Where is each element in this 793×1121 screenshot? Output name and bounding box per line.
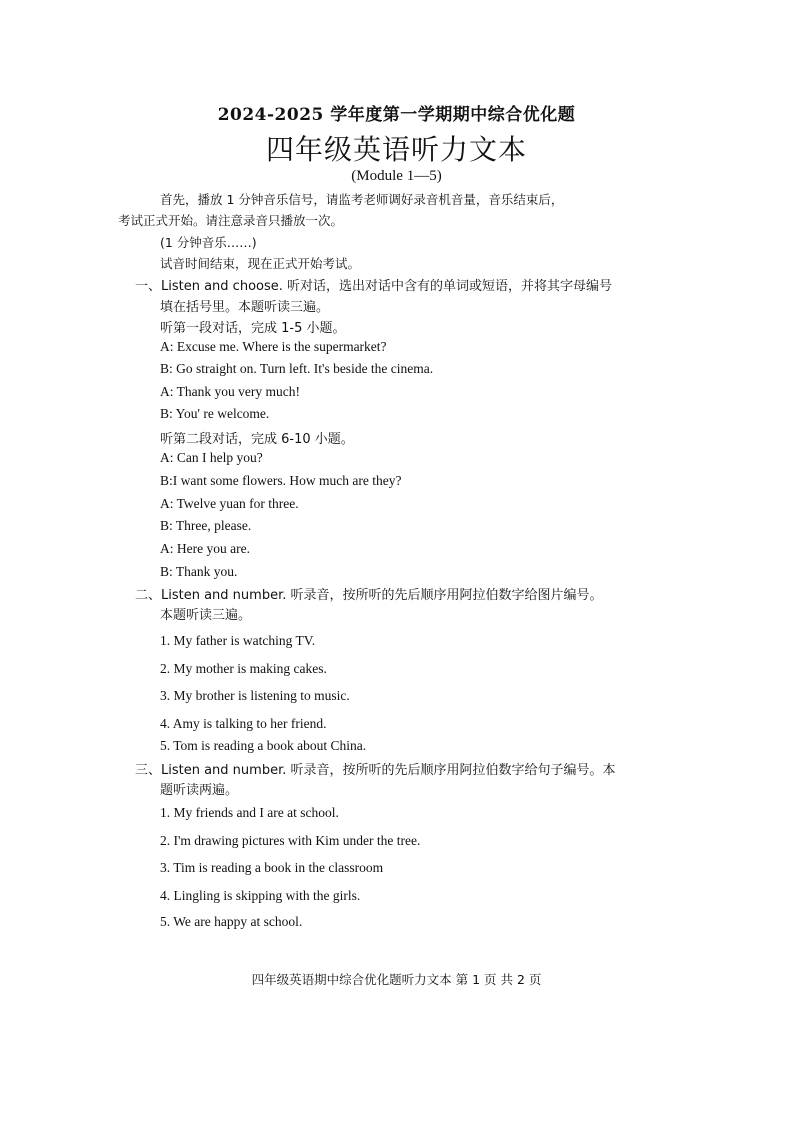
intro-line-3: 试音时间结束，现在正式开始考试。 — [160, 256, 361, 271]
section1-heading-cont: 填在括号里。本题听读三遍。 — [160, 300, 330, 315]
sentence-line: 4. Lingling is skipping with the girls. — [160, 888, 361, 903]
sentence-line: 3. My brother is listening to music. — [160, 688, 350, 703]
dialogue-line: B:I want some flowers. How much are they? — [160, 473, 402, 488]
dialogue-line: A: Excuse me. Where is the supermarket? — [160, 339, 387, 354]
sentence-line: 3. Tim is reading a book in the classroom — [160, 860, 384, 875]
document-title: 四年级英语听力文本 — [265, 133, 527, 166]
sentence-line: 2. My mother is making cakes. — [160, 661, 327, 676]
section1-heading: 一、Listen and choose. 听对话，选出对话中含有的单词或短语，并将其字母编号 — [135, 279, 613, 294]
sentence-line: 1. My father is watching TV. — [160, 633, 316, 648]
dialogue-line: A: Here you are. — [160, 541, 250, 556]
sentence-line: 5. Tom is reading a book about China. — [160, 738, 367, 753]
dialogue-line: B: Thank you. — [160, 564, 238, 579]
sentence-line: 2. I'm drawing pictures with Kim under the tree. — [160, 833, 421, 848]
dialogue-line: B: You' re welcome. — [160, 406, 270, 421]
sentence-line: 5. We are happy at school. — [160, 914, 303, 929]
section2-heading-cont: 本题听读三遍。 — [160, 608, 252, 623]
part2-label: 听第二段对话，完成 6-10 小题。 — [160, 432, 354, 447]
section2-heading: 二、Listen and number. 听录音，按所听的先后顺序用阿拉伯数字给图片编号。 — [135, 588, 603, 603]
sentence-line: 4. Amy is talking to her friend. — [160, 716, 327, 731]
page-footer: 四年级英语期中综合优化题听力文本 第 1 页 共 2 页 — [251, 972, 542, 987]
exam-title: 2024-2025 学年度第一学期期中综合优化题 — [217, 105, 576, 125]
module-range: (Module 1—5) — [351, 168, 442, 184]
section3-heading-cont: 题听读两遍。 — [160, 783, 239, 798]
dialogue-line: A: Can I help you? — [160, 450, 263, 465]
dialogue-line: B: Three, please. — [160, 518, 252, 533]
music-note: (1 分钟音乐……) — [160, 235, 257, 250]
intro-line-2: 考试正式开始。请注意录音只播放一次。 — [118, 213, 344, 228]
intro-line-1: 首先，播放 1 分钟音乐信号，请监考老师调好录音机音量，音乐结束后， — [160, 192, 564, 207]
dialogue-line: A: Thank you very much! — [160, 384, 300, 399]
part1-label: 听第一段对话，完成 1-5 小题。 — [160, 321, 346, 336]
sentence-line: 1. My friends and I are at school. — [160, 805, 339, 820]
section3-heading: 三、Listen and number. 听录音，按所听的先后顺序用阿拉伯数字给句子编号。本 — [135, 763, 616, 778]
dialogue-line: A: Twelve yuan for three. — [160, 496, 299, 511]
dialogue-line: B: Go straight on. Turn left. It's beside the cinema. — [160, 361, 434, 376]
